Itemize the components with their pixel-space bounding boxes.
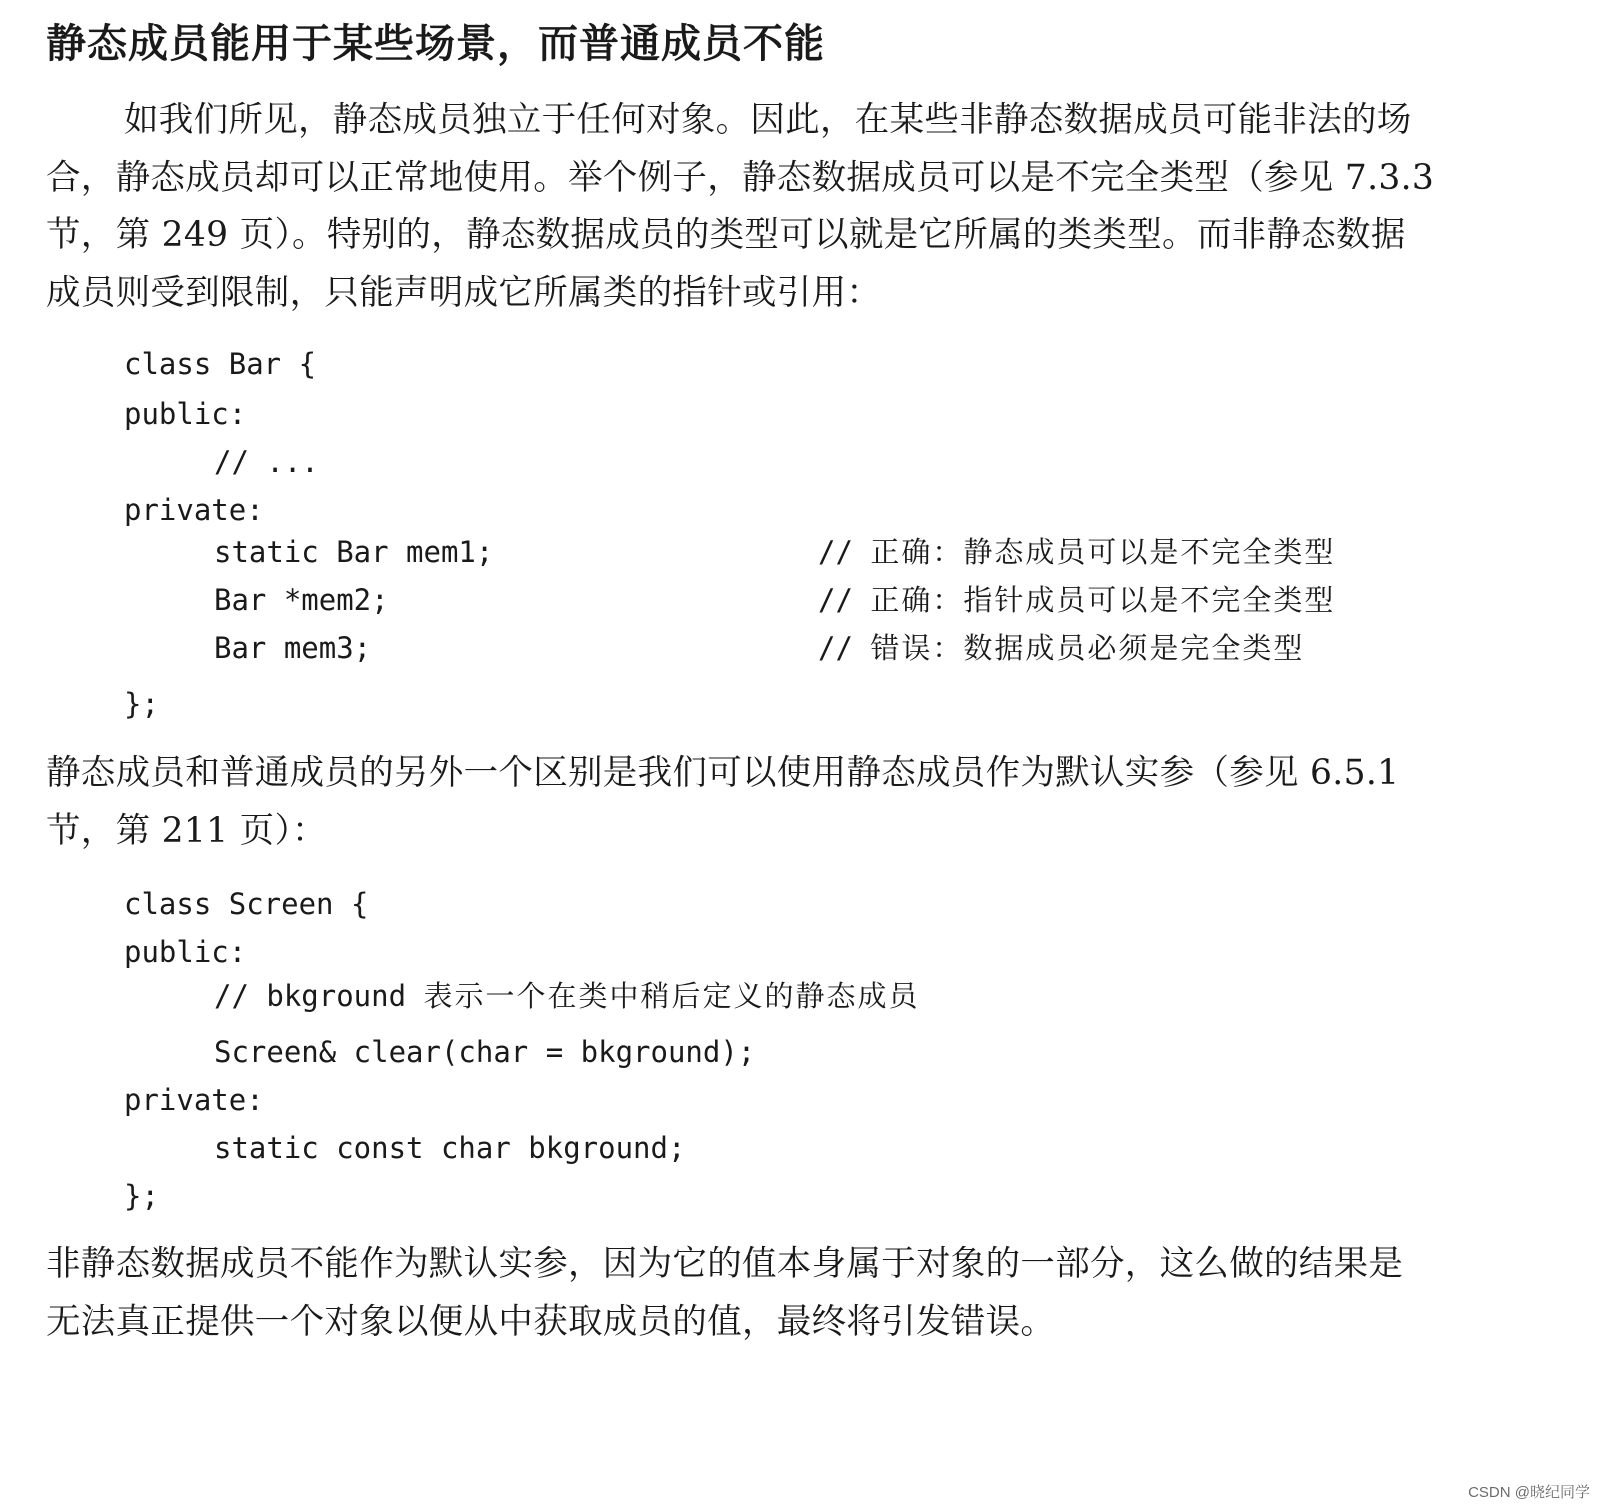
- code-comment-1: [818, 532, 1335, 572]
- code-comment: // ...: [214, 445, 319, 479]
- paragraph-2-line-2: 节，第 211 页）：: [46, 810, 327, 851]
- code-line: static Bar mem1;: [214, 535, 494, 569]
- watermark: CSDN @晓纪同学: [1468, 1484, 1590, 1501]
- paragraph-3-line-1: 非静态数据成员不能作为默认实参，因为它的值本身属于对象的一部分，这么做的结果是: [46, 1244, 1404, 1284]
- code-line: Bar mem3;: [214, 631, 372, 665]
- comment-text: 正确：静态成员可以是不完全类型: [870, 535, 1336, 569]
- code-line: Bar *mem2;: [214, 583, 389, 617]
- paragraph-2: [46, 745, 1586, 860]
- comment-slash: //: [818, 535, 853, 569]
- comment-text: 表示一个在类中稍后定义的静态成员: [423, 979, 920, 1013]
- code-line: public:: [124, 397, 247, 431]
- code-line: };: [124, 687, 159, 721]
- comment-slash: //: [818, 631, 853, 665]
- comment-prefix: // bkground: [214, 979, 407, 1013]
- code-line: static const char bkground;: [214, 1131, 686, 1165]
- paragraph-3-line-2: 无法真正提供一个对象以便从中获取成员的值，最终将引发错误。: [46, 1301, 1056, 1342]
- paragraph-3: [46, 1236, 1586, 1351]
- code-line: class Screen {: [124, 887, 369, 921]
- paragraph-2-line-1: 静态成员和普通成员的另外一个区别是我们可以使用静态成员作为默认实参（参见 6.5.1: [46, 753, 1400, 793]
- code-line: Screen& clear(char = bkground);: [214, 1035, 756, 1069]
- paragraph-1-line-1: 如我们所见，静态成员独立于任何对象。因此，在某些非静态数据成员可能非法的场: [124, 100, 1412, 140]
- comment-slash: //: [818, 583, 853, 617]
- code-line: private:: [124, 493, 264, 527]
- section-heading: 静态成员能用于某些场景，而普通成员不能: [46, 21, 825, 67]
- code-comment: [214, 976, 920, 1016]
- code-comment-3: [818, 628, 1304, 668]
- paragraph-1-line-4: 成员则受到限制，只能声明成它所属类的指针或引用：: [46, 272, 882, 313]
- code-line: public:: [124, 935, 247, 969]
- comment-text: 正确：指针成员可以是不完全类型: [870, 583, 1336, 617]
- code-line: class Bar {: [124, 347, 317, 381]
- paragraph-1-line-3: 节，第 249 页）。特别的，静态数据成员的类型可以就是它所属的类类型。而非静态数据: [46, 215, 1406, 255]
- paragraph-1: [46, 92, 1586, 322]
- code-comment-2: [818, 580, 1335, 620]
- code-line: };: [124, 1179, 159, 1213]
- comment-text: 错误：数据成员必须是完全类型: [870, 631, 1305, 665]
- code-line: private:: [124, 1083, 264, 1117]
- paragraph-1-line-2: 合，静态成员却可以正常地使用。举个例子，静态数据成员可以是不完全类型（参见 7.3.3: [46, 157, 1435, 198]
